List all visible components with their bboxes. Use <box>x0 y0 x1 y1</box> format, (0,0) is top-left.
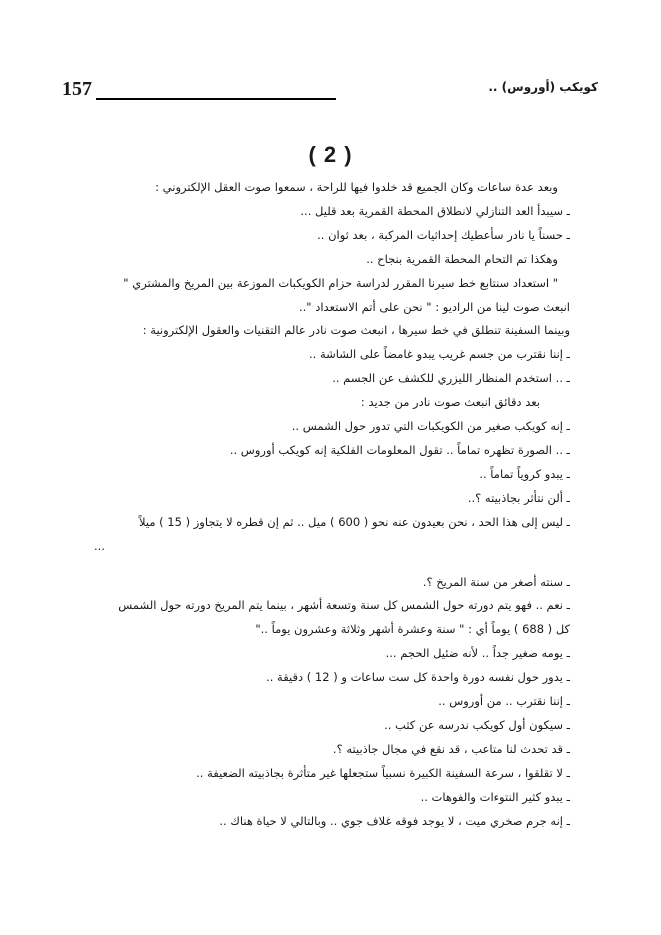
text-line: ـ لا تقلقوا ، سرعة السفينة الكبيرة نسبياً ستجعلها غير متأثرة بجاذبيته الضعيفة .. <box>196 765 570 780</box>
text-line: ـ .. الصورة تظهره تماماً .. تقول المعلومات الفلكية إنه كويكب أوروس .. <box>229 442 570 457</box>
text-line: ـ قد تحدث لنا متاعب ، قد نقع في مجال جاذبيته ؟. <box>332 741 570 756</box>
text-line: وبينما السفينة تنطلق في خط سيرها ، انبعث صوت نادر عالم التقنيات والعقول الإلكترونية : <box>142 323 570 338</box>
text-line: ... <box>94 538 105 553</box>
text-line: ـ يبدو كروياً تماماً .. <box>479 466 570 481</box>
text-line: ـ يومه صغير جداً .. لأنه ضئيل الحجم ... <box>385 646 570 661</box>
body-text <box>92 176 570 833</box>
text-line: وهكذا تم التحام المحطة القمرية بنجاح .. <box>366 251 558 266</box>
text-line: ـ يدور حول نفسه دورة واحدة كل ست ساعات و ( 12 ) دقيقة .. <box>266 670 570 685</box>
text-line: ـ سيكون أول كويكب ندرسه عن كثب .. <box>384 717 570 732</box>
text-line: ـ إنه جرم صخري ميت ، لا يوجد فوقه غلاف جوي .. وبالتالي لا حياة هناك .. <box>219 813 570 828</box>
page-header <box>62 78 598 100</box>
text-line: ـ إنه كويكب صغير من الكويكبات التي تدور حول الشمس .. <box>291 419 570 434</box>
text-line: وبعد عدة ساعات وكان الجميع قد خلدوا فيها للراحة ، سمعوا صوت العقل الإلكتروني : <box>155 180 558 194</box>
text-line: ـ .. استخدم المنظار الليزري للكشف عن الجسم .. <box>332 371 570 386</box>
text-line: ـ إننا نقترب .. من أوروس .. <box>438 694 570 709</box>
text-line: " استعداد سنتابع خط سيرنا المقرر لدراسة حزام الكويكبات الموزعة بين المريخ والمشتري " <box>123 275 558 290</box>
text-line: ـ ليس إلى هذا الحد ، نحن بعيدون عنه نحو ( 600 ) ميل .. ثم إن قطره لا يتجاوز ( 15 ) ميلاً <box>139 514 570 529</box>
text-line: ـ سيبدأ العد التنازلي لانطلاق المحطة القمرية بعد قليل ... <box>300 203 570 218</box>
page-number: 157 <box>62 78 92 100</box>
text-line: ـ ألن نتأثر بجاذبيته ؟.. <box>467 490 570 505</box>
text-line: ـ إننا نقترب من جسم غريب يبدو غامضاً على الشاشة .. <box>309 347 570 362</box>
text-line: انبعث صوت لينا من الراديو : " نحن على أتم الاستعداد ".. <box>298 299 570 314</box>
text-line: كل ( 688 ) يوماً أي : " سنة وعشرة أشهر وثلاثة وعشرون يوماً .." <box>255 622 570 637</box>
chapter-number: ( 2 ) <box>308 142 353 167</box>
text-line: ـ نعم .. فهو يتم دورته حول الشمس كل سنة وتسعة أشهر ، بينما يتم المريخ دورته حول الشمس <box>118 598 570 613</box>
text-line: ـ سنته أصغر من سنة المريخ ؟. <box>422 574 570 589</box>
header-rule <box>96 98 336 100</box>
text-line: ـ يبدو كثير النتوءات والفوهات .. <box>420 789 570 804</box>
text-line: بعد دقائق انبعث صوت نادر من جديد : <box>360 395 540 410</box>
text-line: ـ حسناً يا نادر سأعطيك إحداثيات المركبة ، بعد ثوان .. <box>317 227 570 242</box>
running-title: كويكب (أوروس) .. <box>488 80 598 94</box>
